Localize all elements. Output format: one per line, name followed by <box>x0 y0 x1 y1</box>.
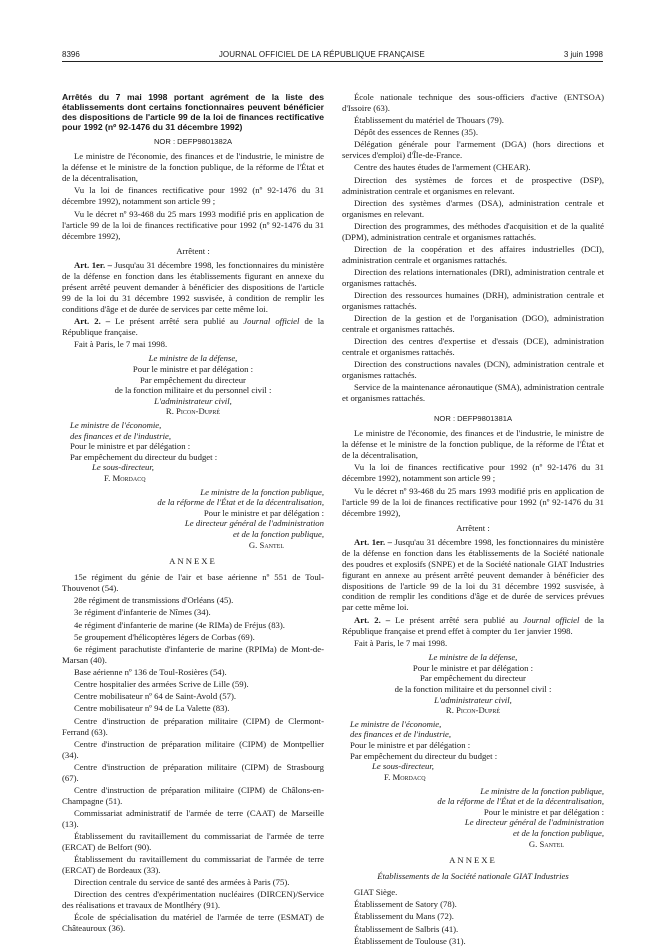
list-item: Établissement du ravitaillement du commissariat de l'armée de terre (ERCAT) de Bordeaux (33). <box>62 854 324 876</box>
article-label: Art. 2. – <box>354 614 391 625</box>
article-1 <box>62 260 324 315</box>
list-item: 5e groupement d'hélicoptères légers de Corbas (69). <box>74 631 255 642</box>
article-1 <box>342 537 604 614</box>
nor-reference: NOR : DEFP9801381A <box>433 413 513 423</box>
list-item: Centre d'instruction de préparation militaire (CIPM) de Clermont-Ferrand (63). <box>62 715 324 737</box>
list-item: Commissariat administratif de l'armée de terre (CAAT) de Marseille (13). <box>62 807 324 829</box>
signature-line: Par empêchement du directeur <box>140 374 246 385</box>
list-item: Base aérienne nº 136 de Toul-Rosières (54). <box>74 667 227 677</box>
signatory-name: G. Santel <box>528 838 564 849</box>
list-item: 3e régiment d'infanterie de Nîmes (34). <box>74 607 211 618</box>
list-item: Établissement de Toulouse (31). <box>354 935 466 946</box>
list-item: Dépôt des essences de Rennes (35). <box>354 127 479 138</box>
article-text: Jusqu'au 31 décembre 1998, les fonctionnaires du ministère de la défense en fonction dans les établissements figurant en annexe du présent arrêté peuvent demander à bénéficier des dispositions de l'article 99 de la loi du 31 décembre 1992 susvisée, à condition de remplir les conditions d'âge et de durée de services par cette même loi. <box>62 259 325 314</box>
list-item: Centre des hautes études de l'armement (CHEAR). <box>354 162 531 173</box>
signature-line: Pour le ministre et par délégation : <box>203 507 324 518</box>
annexe-list <box>62 572 324 934</box>
list-item: Établissement du matériel de Thouars (79). <box>354 115 504 126</box>
list-item: Établissement de Salbris (41). <box>354 923 459 934</box>
list-item: École de spécialisation du matériel de l'armée de terre (ESMAT) de Châteauroux (36). <box>62 912 324 934</box>
journal-name: Journal officiel <box>523 614 580 625</box>
list-item: Établissement de Satory (78). <box>354 899 457 910</box>
signature-block-economie <box>342 719 604 783</box>
signature-block-fonction-publique <box>342 786 604 850</box>
signature-line: Pour le ministre et par délégation : <box>70 441 191 452</box>
annexe-list-continued <box>342 92 604 404</box>
signature-line: Pour le ministre et par délégation : <box>483 806 604 817</box>
list-item: Centre mobilisateur nº 64 de Saint-Avold (57). <box>74 691 237 702</box>
signature-line: Le directeur général de l'administration <box>184 518 324 529</box>
signature-line: Le ministre de la fonction publique, <box>200 486 324 497</box>
signature-line: Par empêchement du directeur du budget : <box>70 451 218 462</box>
list-item: Centre d'instruction de préparation militaire (CIPM) de Montpellier (34). <box>62 738 324 760</box>
signatory-name: G. Santel <box>248 539 284 550</box>
signature-line: Par empêchement du directeur du budget : <box>350 750 498 761</box>
left-column <box>62 92 324 936</box>
article-text: de la République française et prend effet à compter du 1er janvier 1998. <box>342 614 604 636</box>
preamble-paragraph: Le ministre de l'économie, des finances et de l'industrie, le ministre de la défense et le ministre de la fonction publique, de la réforme de l'État et de la décentralisation, <box>62 151 324 184</box>
list-item: 4e régiment d'infanterie de marine (4e RIMa) de Fréjus (83). <box>74 619 285 630</box>
list-item: 15e régiment du génie de l'air et base aérienne nº 551 de Toul-Thouvenot (54). <box>62 572 324 594</box>
signature-block-economie <box>62 420 324 484</box>
article-text: Le présent arrêté sera publié au <box>110 315 244 326</box>
list-item: Établissement du Mans (72). <box>354 911 454 922</box>
article-text: Le présent arrêté sera publié au <box>390 614 524 625</box>
signature-line: Le directeur général de l'administration <box>464 817 604 828</box>
list-item: Direction des systèmes de forces et de prospective (DSP), administration centrale et organismes en relevant. <box>342 174 604 196</box>
arretent-heading: Arrêtent : <box>456 522 490 533</box>
header-rule <box>62 61 603 62</box>
signature-block-defense <box>62 353 324 417</box>
journal-name: Journal officiel <box>243 315 300 326</box>
article-label: Art. 2. – <box>74 315 111 326</box>
article-text: Jusqu'au 31 décembre 1998, les fonctionnaires du ministère de la défense en fonction dans les établissements de la Société nationale des poudres et explosifs (SNPE) et de la Société nationale GIAT Industries figurant en annexe au présent arrêté peuvent demander à bénéficier des dispositions de l'article 99 de la loi du 31 décembre 1992 susvisée, à condition de remplir les conditions d'âge et de durée de services prévues par cette même loi. <box>342 536 605 613</box>
signing-place-date: Fait à Paris, le 7 mai 1998. <box>74 339 168 350</box>
list-item: Direction de la gestion et de l'organisation (DGO), administration centrale et organismes rattachés. <box>342 313 604 335</box>
article-text: de la République française. <box>62 315 324 337</box>
list-item: Direction de la coopération et des affaires industrielles (DCI), administration centrale et organismes rattachés. <box>342 243 604 265</box>
signature-block-fonction-publique <box>62 487 324 551</box>
arretent-heading: Arrêtent : <box>176 245 210 256</box>
signature-line: de la réforme de l'État et de la décentralisation, <box>157 497 324 508</box>
list-item: 28e régiment de transmissions d'Orléans (45). <box>74 595 234 606</box>
signature-block-defense <box>342 652 604 716</box>
annexe-heading: ANNEXE <box>169 556 217 567</box>
list-item: Délégation générale pour l'armement (DGA) (hors directions et services d'emploi) d'Île-de-France. <box>342 139 604 161</box>
signature-line: des finances et de l'industrie, <box>70 430 172 441</box>
list-item: Centre d'instruction de préparation militaire (CIPM) de Strasbourg (67). <box>62 761 324 783</box>
nor-reference: NOR : DEFP9801382A <box>153 136 233 146</box>
list-item: Direction des centres d'expertise et d'essais (DCE), administration centrale et organismes rattachés. <box>342 336 604 358</box>
decree-title: Arrêtés du 7 mai 1998 portant agrément de la liste des établissements dont certains fonctionnaires peuvent bénéficier des dispositions de l'article 99 de la loi de finances rectificative pour 1992 (nº 92-1476 du 31 décembre 1992) <box>62 92 324 133</box>
article-2 <box>342 615 604 637</box>
signature-line: Le ministre de la défense, <box>148 353 238 364</box>
list-item: Direction des systèmes d'armes (DSA), administration centrale et organismes en relevant. <box>342 197 604 219</box>
list-item: Direction des constructions navales (DCN), administration centrale et organismes rattachés. <box>342 359 604 381</box>
signature-line: et de la fonction publique, <box>233 529 324 540</box>
preamble-paragraph: Vu le décret nº 93-468 du 25 mars 1993 modifié pris en application de l'article 99 de la loi de finances rectificative pour 1992 (nº 92-1476 du 31 décembre 1992), <box>62 208 324 241</box>
signature-line: Le ministre de l'économie, <box>350 718 442 729</box>
signature-line: Par empêchement du directeur <box>420 673 526 684</box>
list-item: École nationale technique des sous-officiers d'active (ENTSOA) d'Issoire (63). <box>342 92 604 113</box>
signatory-name: F. Mordacq <box>104 473 146 484</box>
list-item: Établissement du ravitaillement du commissariat de l'armée de terre (ERCAT) de Belfort (90). <box>62 831 324 852</box>
signature-line: Le sous-directeur, <box>92 462 154 473</box>
signature-line: et de la fonction publique, <box>513 827 604 838</box>
signature-line: Le ministre de l'économie, <box>70 419 162 430</box>
signature-line: de la réforme de l'État et de la décentralisation, <box>437 796 604 807</box>
signature-line: de la fonction militaire et du personnel civil : <box>114 385 272 396</box>
preamble-paragraph: Vu le décret nº 93-468 du 25 mars 1993 modifié pris en application de l'article 99 de la loi de finances rectificative pour 1992 (nº 92-1476 du 31 décembre 1992), <box>342 485 604 518</box>
article-label: Art. 1er. – <box>74 259 112 270</box>
list-item: Direction centrale du service de santé des armées à Paris (75). <box>74 877 290 888</box>
signature-line: des finances et de l'industrie, <box>350 729 452 740</box>
list-item: Centre hospitalier des armées Scrive de Lille (59). <box>74 679 249 690</box>
signature-line: L'administrateur civil, <box>434 694 512 705</box>
signatory-name: R. Picon-Dupré <box>445 705 501 716</box>
preamble-paragraph: Le ministre de l'économie, des finances et de l'industrie, le ministre de la défense et le ministre de la fonction publique, de la réforme de l'État et de la décentralisation, <box>342 428 604 461</box>
signature-line: Pour le ministre et par délégation : <box>132 363 254 374</box>
list-item: Service de la maintenance aéronautique (SMA), administration centrale et organismes rattachés. <box>342 382 604 404</box>
signature-line: Le sous-directeur, <box>372 761 434 772</box>
signatory-name: F. Mordacq <box>384 771 426 782</box>
list-item: GIAT Siège. <box>354 887 398 898</box>
list-item: Direction des ressources humaines (DRH), administration centrale et organismes rattachés. <box>342 290 604 312</box>
list-item: 6e régiment parachutiste d'infanterie de marine (RPIMa) de Mont-de-Marsan (40). <box>62 643 324 665</box>
right-column <box>342 92 604 948</box>
signature-line: de la fonction militaire et du personnel civil : <box>394 684 552 695</box>
journal-title: JOURNAL OFFICIEL DE LA RÉPUBLIQUE FRANÇAISE <box>218 50 425 59</box>
annexe-heading: ANNEXE <box>449 855 497 866</box>
annexe-list <box>342 887 604 947</box>
signing-place-date: Fait à Paris, le 7 mai 1998. <box>354 638 448 649</box>
signature-line: L'administrateur civil, <box>154 395 232 406</box>
list-item: Centre mobilisateur nº 94 de La Valette (83). <box>74 703 230 714</box>
signature-line: Le ministre de la défense, <box>428 652 518 663</box>
preamble-paragraph: Vu la loi de finances rectificative pour 1992 (nº 92-1476 du 31 décembre 1992), notamment son article 99 ; <box>62 185 324 207</box>
signature-line: Le ministre de la fonction publique, <box>480 785 604 796</box>
issue-date: 3 juin 1998 <box>563 50 603 59</box>
preamble-paragraph: Vu la loi de finances rectificative pour 1992 (nº 92-1476 du 31 décembre 1992), notamment son article 99 ; <box>342 462 604 484</box>
list-item: Direction des centres d'expérimentation nucléaires (DIRCEN)/Service des réalisations et travaux de Montlhéry (91). <box>62 889 324 911</box>
article-2 <box>62 316 324 338</box>
signature-line: Pour le ministre et par délégation : <box>350 740 471 751</box>
annexe-subtitle: Établissements de la Société nationale GIAT Industries <box>377 871 569 882</box>
page-number: 8396 <box>62 50 80 59</box>
list-item: Centre d'instruction de préparation militaire (CIPM) de Châlons-en-Champagne (51). <box>62 784 324 806</box>
article-label: Art. 1er. – <box>354 536 392 547</box>
signatory-name: R. Picon-Dupré <box>165 406 221 417</box>
list-item: Direction des relations internationales (DRI), administration centrale et organismes rattachés. <box>342 266 604 288</box>
list-item: Direction des programmes, des méthodes d'acquisition et de la qualité (DPM), administration centrale et organismes rattachés. <box>342 220 604 242</box>
signature-line: Pour le ministre et par délégation : <box>412 662 534 673</box>
page-header <box>62 50 603 60</box>
